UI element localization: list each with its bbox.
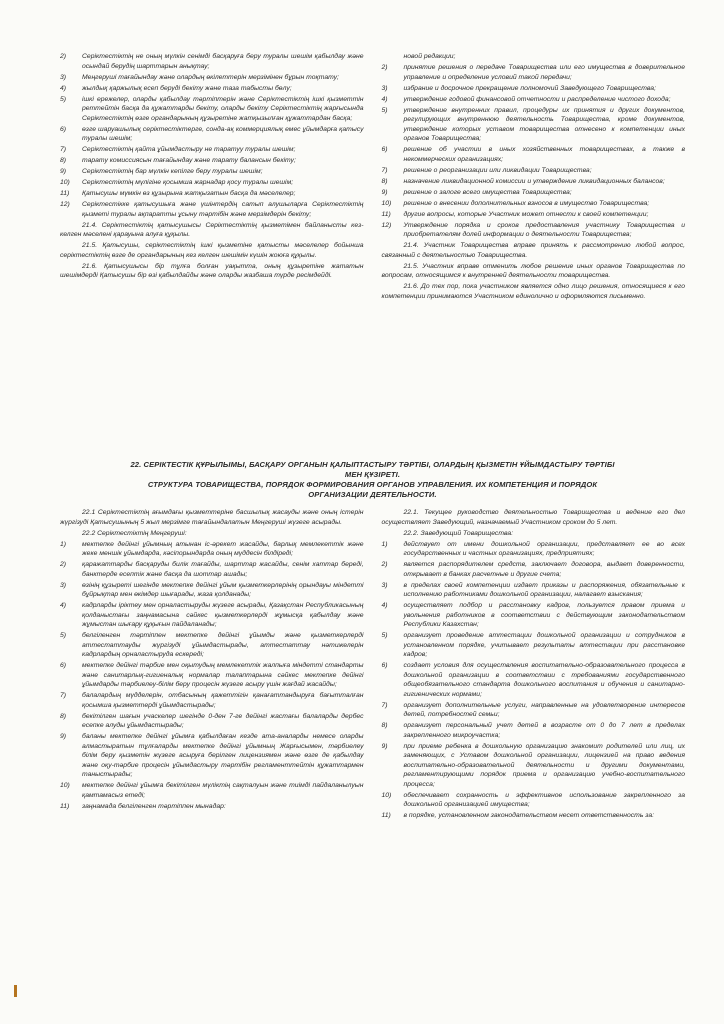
list-item: 12) Утверждение порядка и сроков предоставления участнику Товарищества и приобретателям долей информации о деятельности Товарищества; — [381, 221, 685, 238]
list-item: 3) в пределах своей компетенции издает приказы и распоряжения, обязательные к исполнению работниками дошкольной организации, налагает взыскания; — [381, 581, 685, 598]
heading-ru-line2: ОРГАНИЗАЦИИ ДЕЯТЕЛЬНОСТИ. — [308, 490, 437, 499]
list-item: 9) баланы мектепке дейінгі ұйымға қабылдаған кезде ата-аналарды немесе оларды алмастыратын тұлғаларды мектепке дейінгі ұйымның Жарғысымен, тәрбиелеу білім беру қызметін жүзеге асыруға берілген лицензиямен және өзге де қабылдау және оқу-тәрбие процесін ұйымдастыру тәртібін регламенттейтін құжаттармен таныстырады; — [60, 733, 364, 778]
list-item: 7) балалардың мүдделерін, отбасының қажеттігін қанағаттандыруға бағытталған қосымша қызметтерді ұйымдастырады; — [60, 692, 364, 709]
list-item: 11) Қатысушы мүмкін өз құзырына жатқызатын басқа да мәселелер; — [60, 190, 296, 197]
list-item: 1) мектепке дейінгі ұйымның атынан іс-әрекет жасайды, барлық мемлекеттік және жеке меншік ұйымдарда, кәсіпорындарда оның мүддесін білдіреді; — [60, 540, 364, 557]
list-item: 2) принятие решения о передаче Товарищества или его имущества в доверительное управление и определение условий такой передачи; — [381, 64, 685, 81]
list-item: 11) в порядке, установленном законодательством несет ответственность за: — [381, 812, 655, 819]
list-item: 2) Серіктестіктің не оның мүлкін сенімді басқаруға беру туралы шешім қабылдау және осындай берудің шарттарын анықтау; — [60, 53, 364, 70]
list-item: 6) решение об участии в иных хозяйственных товариществах, а также в некоммерческих организациях; — [381, 146, 685, 163]
list-item: 6) мектепке дейінгі тәрбие мен оқытудың мемлекеттік жалпыға міндетті стандарты және санитарлық-гигиеналық нормалар талаптарына сәйкес мектепке дейінгі ұйымдарды тәрбиелеу-білім беру процесін жүзеге асыру үшін жағдай жасайды; — [60, 662, 364, 688]
clause-22-2-ru: 22.2. Заведующий Товарищества: — [403, 529, 514, 537]
clause-21-5-ru: 21.5. Участник вправе отменить любое решение иных органов Товарищества по вопросам, относящимся к внутренней деятельности товарищества. — [381, 262, 685, 279]
list-item: 8) назначение ликвидационной комиссии и утверждение ликвидационных балансов; — [381, 177, 665, 185]
russian-list-top — [382, 52, 686, 240]
list-item: 3) Меңгеруші тағайындау және олардың өкілеттерін мерзімінен бұрын тоқтату; — [60, 73, 339, 81]
list-item: 5) организует проведение аттестации дошкольной организации и сотрудников в установленном порядке, учитывает результаты аттестации при расстановке кадров; — [381, 632, 685, 658]
list-item: 10) обеспечивает сохранность и эффективное использование закрепленного за дошкольной организацией имущества; — [381, 791, 685, 808]
list-item: 6) өзге шаруашылық серіктестіктерге, сонда-ақ коммерциялық емес ұйымдарға қатысу туралы шешім; — [60, 125, 364, 142]
list-item: 6) создает условия для осуществления воспитательно-образовательного процесса в дошкольной организации в соответствии с требованиями государственного общеобязательного стандарта дошкольного воспитания и обучения и санитарно-гигиенических нормами; — [381, 662, 685, 698]
list-item: 4) утверждение годовой финансовой отчетности и распределение чистого дохода; — [381, 95, 671, 103]
clause-22-1-kz: 22.1 Серіктестіктің ағымдағы қызметтеріне басшылық жасауды және оның істерін жүргізуді Қатысушының 5 жыл мерзімге тағайындалатын Меңгеруші жүзеге асырады. — [60, 509, 364, 526]
kazakh-column-bottom — [60, 508, 364, 958]
russian-column-top — [382, 52, 686, 452]
kazakh-list-top — [60, 52, 364, 219]
list-item: 7) Серіктестіктің қайта ұйымдастыру не таратуу туралы шешім; — [60, 146, 296, 153]
list-item: 4) осуществляет подбор и расстановку кадров, пользуется правом приема и увольнения работников в соответствии с действующим законодательством Республики Казахстан; — [381, 602, 685, 628]
heading-kz-line2: МЕН ҚҰЗІРЕТІ. — [344, 470, 401, 479]
list-item: 5) ішкі ережелер, оларды қабылдау тәртіптерін және Серіктестіктің ішкі қызметтін реттейтін басқа да құжаттарды бекіту, оларды бекіту Серіктестіктің жарғысында Серіктестіктің өзге органдарының құзыретіне жатқызылған құжаттардан басқа; — [60, 95, 364, 122]
list-item: 8) бекітілген шағын учаскелер шегінде 0-ден 7-ге дейінгі жастағы балаларды дербес есепке алуды ұйымдастырады; — [60, 712, 364, 729]
list-item: 10) решение о внесении дополнительных взносов в имущество Товарищества; — [381, 199, 650, 207]
russian-column-bottom — [382, 508, 686, 958]
heading-ru-line1: СТРУКТУРА ТОВАРИЩЕСТВА, ПОРЯДОК ФОРМИРОВАНИЯ ОРГАНОВ УПРАВЛЕНИЯ. ИХ КОМПЕТЕНЦИЯ И ПОРЯДОК — [147, 480, 598, 489]
clause-22-2-kz: 22.2 Серіктестіктің Меңгеруші: — [82, 529, 187, 537]
list-item: 12) Серіктестікке қатысушыға және үшінтердің сатып алушыларға Серіктестіктің қызметі туралы ақпаратты ұсыну тәртібін және мерзімдерін бекіту; — [60, 201, 364, 218]
section-22-heading — [60, 460, 685, 500]
clause-21-6-ru: 21.6. До тех пор, пока участником является одно лицо решения, относящиеся к его компетенции принимаются Участником единолично и оформляются письменно. — [381, 283, 685, 300]
article-21-section — [60, 52, 685, 452]
list-item: 5) утверждение внутренних правил, процедуры их принятия и других документов, регулирующих внутреннюю деятельность Товарищества, кроме документов, утверждение которых уставом товарищества отнесено к компетенции иных органов Товарищества; — [381, 106, 685, 142]
document-page — [60, 52, 685, 1002]
kazakh-list-bottom — [60, 540, 364, 812]
margin-mark — [14, 985, 17, 997]
list-item: 5) белгіленген тәртіппен мектепке дейінгі ұйымды және қызметкерлерді аттестаттауды жүргізуді ұйымдастырады, аттестаттау нәтижелерін кадрлардың орналастыруда ескереді; — [60, 632, 364, 658]
list-item: 1) действует от имени дошкольной организации, представляет ее во всех государственных и частных организациях, предприятиях; — [381, 540, 685, 557]
russian-list-bottom — [382, 540, 686, 821]
clause-22-1-ru: 22.1. Текущее руководство деятельностью Товарищества и ведение его дел осуществляет Заведующий, назначаемый Участником сроком до 5 лет. — [381, 509, 685, 526]
list-item: 7) организует дополнительные услуги, направленные на удовлетворение интересов детей, потребностей семьи; — [381, 701, 685, 718]
list-item: 9) решение о залоге всего имущества Товарищества; — [381, 188, 572, 196]
list-item: 3) избрание и досрочное прекращение полномочий Заведующего Товарищества; — [381, 84, 656, 92]
list-item: 4) жылдық қаржылық есеп беруді бекіту және таза табысты бөлу; — [60, 84, 292, 92]
list-item: 8) тарату комиссиясын тағайындау және тарату балансын бекіту; — [60, 157, 296, 164]
list-item: 9) Серіктестіктің бар мүлкін кепілге беру туралы шешім; — [60, 168, 263, 175]
clause-21-5-kz: 21.5. Қатысушы, серіктестіктің ішкі қызметіне қатысты мәселелер бойынша серіктестіктің өзге де органдарының кез келген шешімін күшін жоюға құқылы. — [60, 242, 364, 259]
clause-21-6-kz: 21.6. Қатысушысы бір тұлға болған уақытта, оның құзыретіне жататын шешімдерді Қатысушы бір өзі қабылдайды және оларды жазбаша түрде ресімдейді. — [60, 262, 364, 279]
list-item: 2) қаражаттарды басқаруды билік тағайды, шарттар жасайды, сенім хаттар береді, банктерде есептік және басқа да шоттар ашады; — [60, 561, 364, 578]
heading-kz-line1: 22. СЕРІКТЕСТІК ҚҰРЫЛЫМЫ, БАСҚАРУ ОРГАНЫН ҚАЛЫПТАСТЫРУ ТӘРТІБІ, ОЛАРДЫҢ ҚЫЗМЕТІН ҰЙЫМДАСТЫРУ ТӘРТІБІ — [130, 460, 615, 469]
list-item: 11) другие вопросы, которые Участник может отнести к своей компетенции; — [381, 210, 649, 218]
list-item: 4) кадрларды іріктеу мен орналастыруды жүзеге асырады, Қазақстан Республикасының қолданыстағы заңнамасына сәйкес қызметкерлерді жұмысқа қабылдау және жұмыстан шығару құқығын пайдаланады; — [60, 602, 364, 628]
list-item: 9) при приеме ребенка в дошкольную организацию знакомит родителей или лиц, их заменяющих, с Уставом дошкольной организации, лицензией на право ведения воспитательно-образовательной деятельности и другими документами, регламентирующими порядок приема и организацию учебно-воспитательного процесса; — [381, 742, 685, 788]
list-item: 7) решение о реорганизации или ликвидации Товарищества; — [381, 166, 592, 174]
clause-21-4-kz: 21.4. Серіктестіктің қатысушысы Серіктестіктің қызметімен байланысты кез-келген мәселені қарауына алуға құқылы. — [60, 221, 364, 238]
list-item: 10) мектепке дейінгі ұйымға бекітілген мүліктің сақталуын және тиімді пайдаланылуын қамтамасыз етеді; — [60, 782, 364, 799]
list-item: 8) организует персональный учет детей в возрасте от 0 до 7 лет в пределах закрепленного микроучастка; — [381, 722, 685, 739]
article-22-section — [60, 508, 685, 958]
kazakh-column-top — [60, 52, 364, 452]
list-item: 3) өзінің құзыреті шегінде мектепке дейінгі ұйым қызметкерлерінің орындауы міндетті бұйрықтар мен өкімдер шығарады, жаза қолданады; — [60, 581, 364, 598]
list-item: 10) Серіктестіктің мүлігіне қосымша жарнадар қосу туралы шешім; — [60, 179, 294, 186]
list-item: 11) заңнамада белгіленген тәртіппен мынадар: — [60, 802, 226, 810]
clause-21-4-ru: 21.4. Участник Товарищества вправе принять к рассмотрению любой вопрос, связанный с деятельностью Товарищества. — [381, 242, 685, 259]
list-item: 2) является распорядителем средств, заключает договора, выдает доверенности, открывает в банках расчетные и другие счета; — [381, 561, 685, 578]
list-item: новой редакции; — [403, 53, 456, 60]
